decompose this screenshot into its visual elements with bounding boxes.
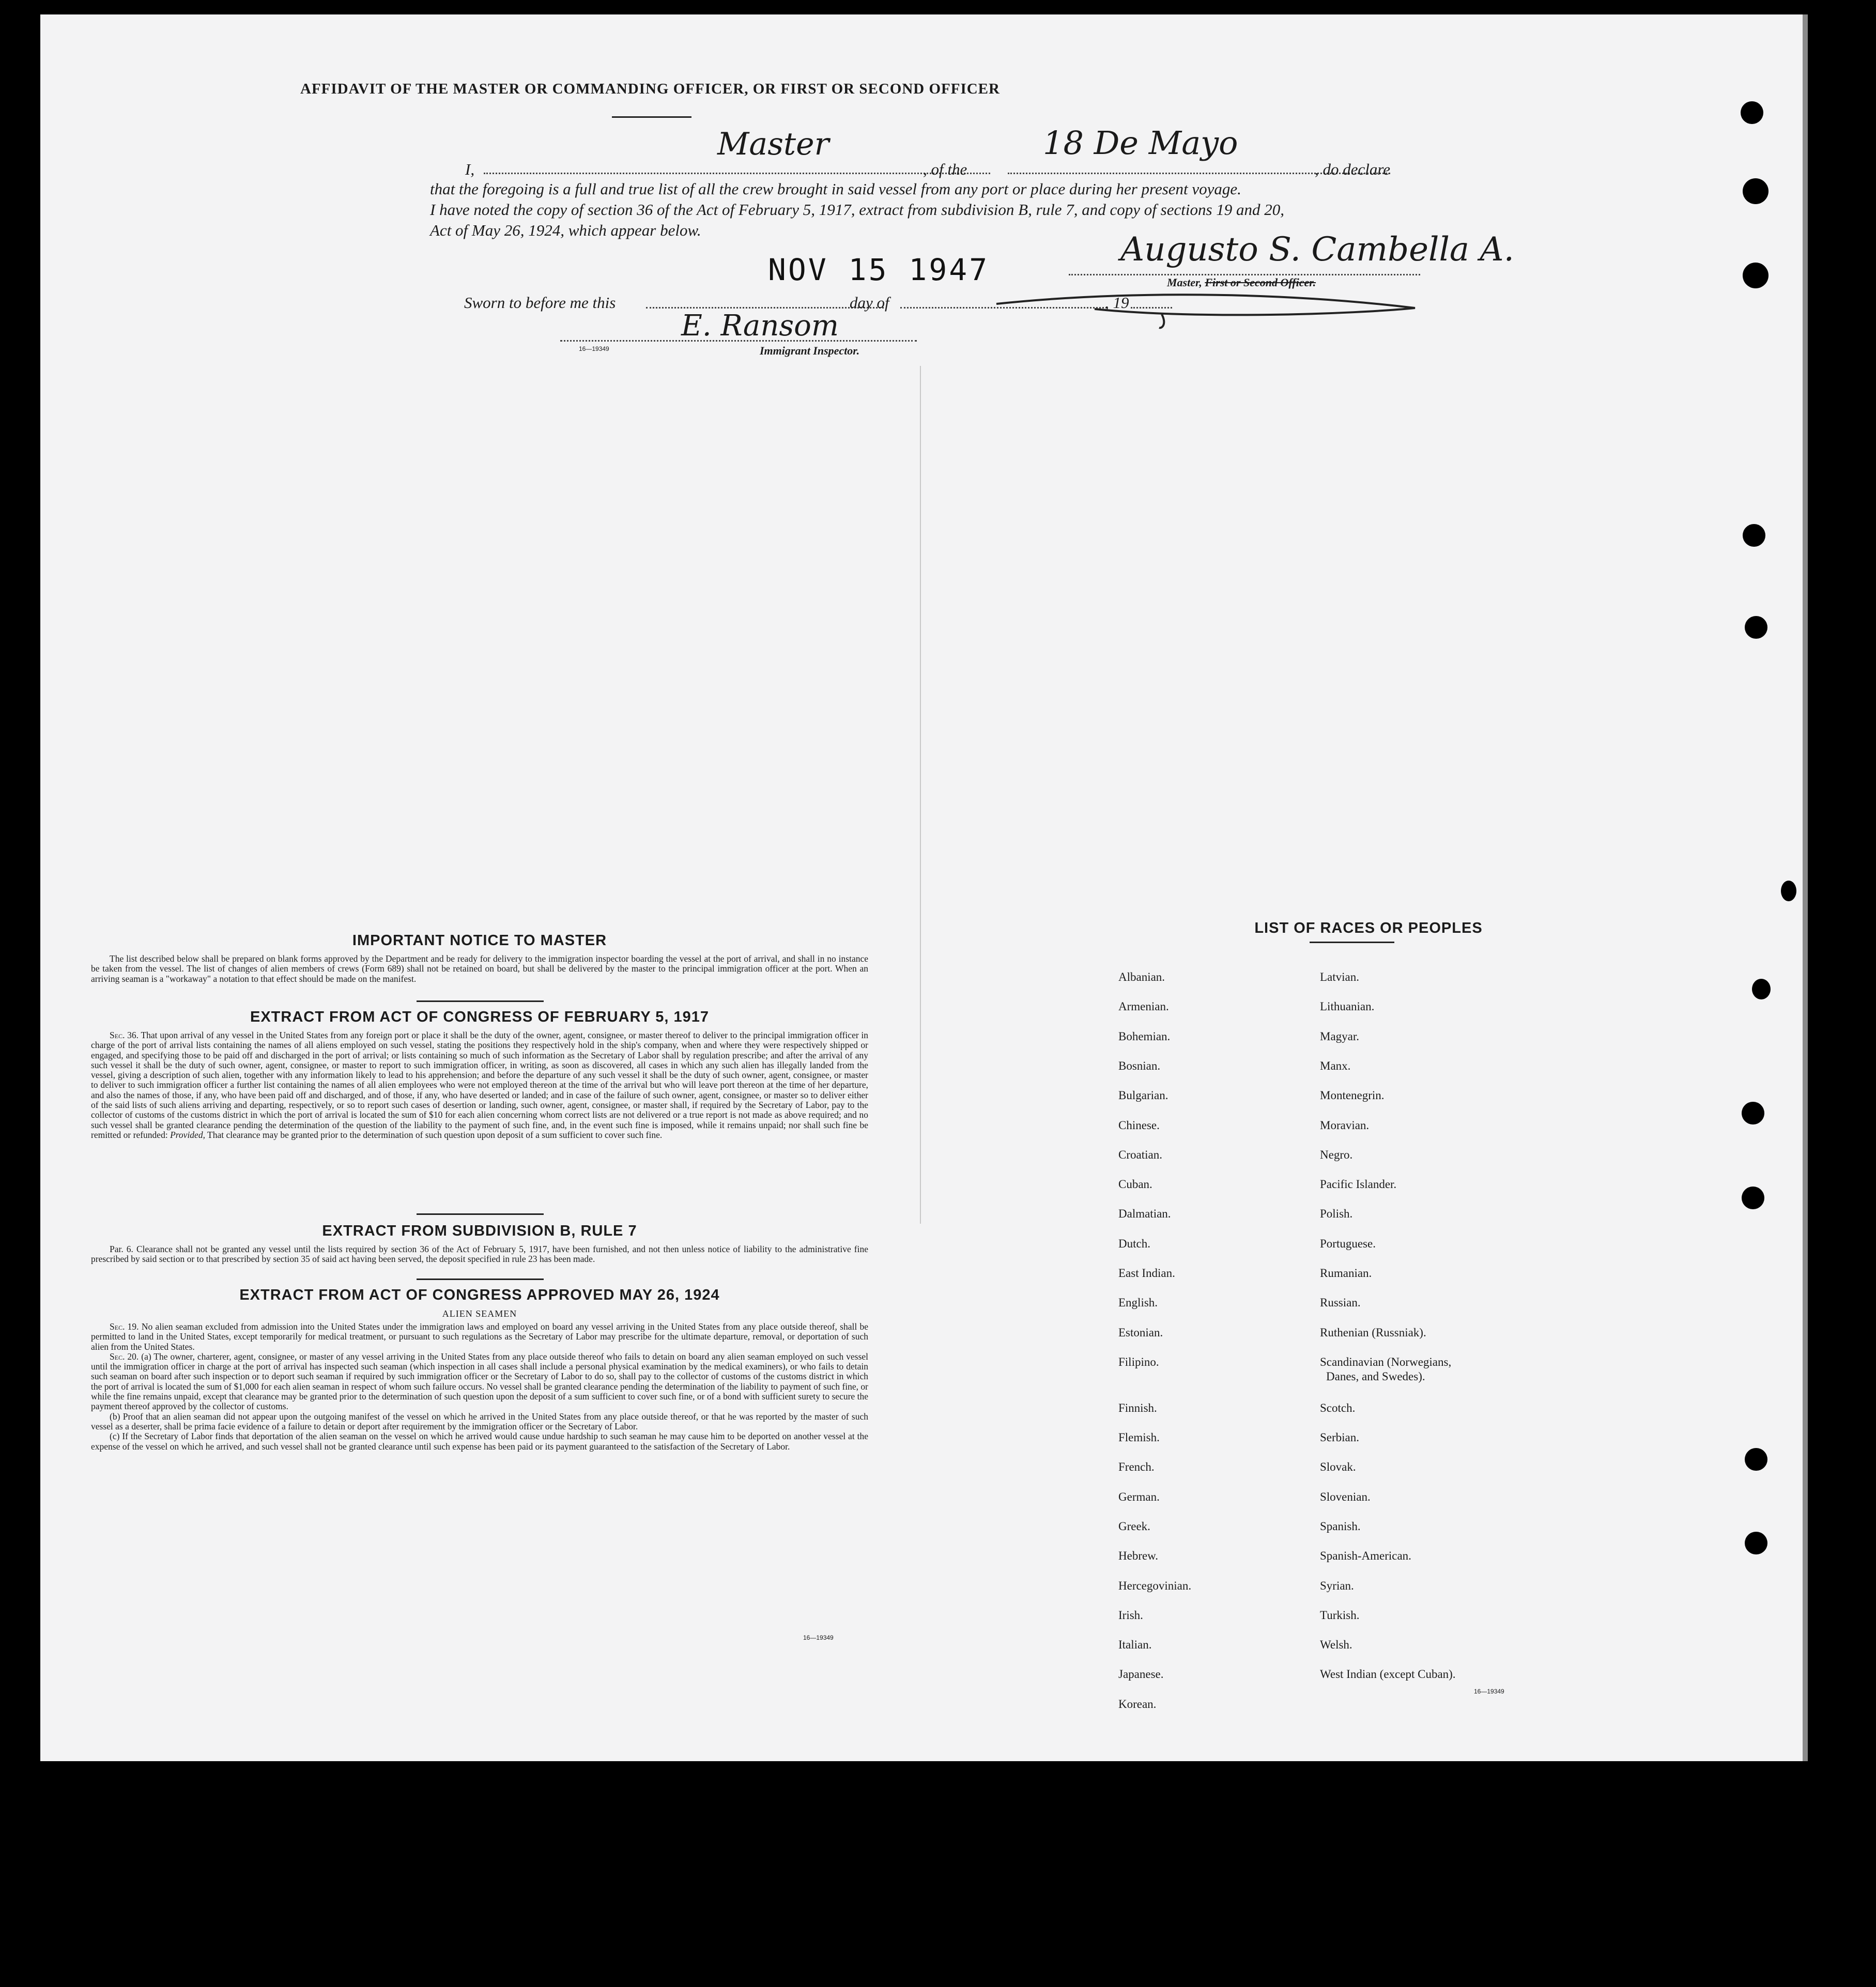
affidavit-line-2: that the foregoing is a full and true list of all the crew brought in said vessel from any port or place during her present voyage. bbox=[430, 180, 1241, 198]
race-item: Slovenian. bbox=[1320, 1490, 1371, 1503]
sworn-day-line bbox=[646, 307, 884, 309]
punch-hole bbox=[1742, 1187, 1764, 1209]
race-item: Lithuanian. bbox=[1320, 1000, 1375, 1013]
race-item: Finnish. bbox=[1118, 1401, 1157, 1414]
punch-hole bbox=[1743, 524, 1765, 547]
inspector-signature: E. Ransom bbox=[681, 309, 839, 343]
race-item: Welsh. bbox=[1320, 1638, 1352, 1652]
races-form-number: 16—19349 bbox=[1474, 1688, 1504, 1695]
sec-19-text: No alien seaman excluded from admission into the United States under the immigration laws and employed on board any vessel arriving in the United States from any place outside thereof, shall be permitted to land in the United States, except temporarily for medical treatment, or pursuant to such regulations as the Secretary of Labor may prescribe for the ultimate departure, removal, or deportation of such alien from the United States. bbox=[91, 1321, 868, 1352]
notice-body bbox=[91, 954, 868, 984]
signature-caption-struck: First or Second Officer. bbox=[1205, 276, 1316, 289]
punch-hole bbox=[1745, 1532, 1767, 1554]
race-item: Bulgarian. bbox=[1118, 1089, 1168, 1102]
sheet-edge bbox=[1803, 14, 1808, 1761]
punch-hole bbox=[1743, 263, 1769, 288]
race-item: Dutch. bbox=[1118, 1237, 1150, 1250]
notice-body-text: The list described below shall be prepared on blank forms approved by the Department and be ready for delivery to the immigration inspector boarding the vessel at the port of arrival, and shall in no instance be taken from the vessel. The list of changes of alien members of crews (Form 689) shall not be retained on board, but shall be delivered by the master to the principal immigration officer at the port. When an arriving seaman is a "workaway" a notation to that effect should be made on the manifest. bbox=[91, 953, 868, 984]
race-item: Albanian. bbox=[1118, 971, 1165, 983]
affidavit-of-the-label: , of the bbox=[923, 160, 967, 178]
race-item: Latvian. bbox=[1320, 971, 1359, 983]
affidavit-do-declare: , do declare bbox=[1315, 160, 1391, 178]
signature-flourish bbox=[991, 283, 1425, 330]
sworn-month-line bbox=[900, 307, 1107, 309]
race-item: Italian. bbox=[1118, 1638, 1152, 1652]
race-item: Syrian. bbox=[1320, 1579, 1354, 1592]
race-item: Turkish. bbox=[1320, 1608, 1360, 1622]
race-item: Korean. bbox=[1118, 1697, 1157, 1711]
inspector-caption: Immigrant Inspector. bbox=[760, 344, 860, 357]
race-item: Estonian. bbox=[1118, 1326, 1163, 1339]
handwritten-rank: Master bbox=[717, 126, 829, 162]
race-item: Negro. bbox=[1320, 1148, 1353, 1161]
race-item: Montenegrin. bbox=[1320, 1089, 1385, 1102]
race-item: Hebrew. bbox=[1118, 1549, 1159, 1563]
day-of-label: day of bbox=[850, 294, 889, 312]
race-item: Bosnian. bbox=[1118, 1059, 1161, 1072]
race-item: West Indian (except Cuban). bbox=[1320, 1668, 1456, 1681]
sec-20-label: Sec. 20. bbox=[110, 1351, 139, 1362]
extract-rule7-title: EXTRACT FROM SUBDIVISION B, RULE 7 bbox=[322, 1223, 637, 1239]
sec-19-label: Sec. 19. bbox=[110, 1321, 139, 1332]
alien-seamen-subtitle: ALIEN SEAMEN bbox=[442, 1308, 517, 1319]
race-item: Japanese. bbox=[1118, 1668, 1164, 1681]
title-rule bbox=[612, 116, 691, 118]
race-item: Croatian. bbox=[1118, 1148, 1162, 1161]
affidavit-form-number: 16—19349 bbox=[579, 345, 609, 352]
race-item: Serbian. bbox=[1320, 1431, 1360, 1444]
race-item: Danes, and Swedes). bbox=[1326, 1369, 1425, 1383]
affidavit-line-4: Act of May 26, 1924, which appear below. bbox=[430, 221, 701, 239]
race-item: Magyar. bbox=[1320, 1029, 1360, 1043]
punch-hole bbox=[1742, 1102, 1764, 1125]
race-item: Russian. bbox=[1320, 1296, 1361, 1310]
punch-hole bbox=[1741, 101, 1763, 124]
race-item: Cuban. bbox=[1118, 1178, 1152, 1191]
affidavit-title: AFFIDAVIT OF THE MASTER OR COMMANDING OFFICER, OR FIRST OR SECOND OFFICER bbox=[300, 81, 1000, 97]
sec-36-tail: That clearance may be granted prior to the determination of such question upon deposit of a sum sufficient to cover such fine. bbox=[207, 1129, 663, 1140]
extract-rule7-text: Par. 6. Clearance shall not be granted any vessel until the lists required by section 36 of the Act of February 5, 1917, have been furnished, and not then unless notice of liability to the administrative fine prescribed by said section or to that prescribed by section 35 of said act having been served, the deposit specified in rule 23 has been made. bbox=[91, 1244, 868, 1265]
date-stamp: NOV 15 1947 bbox=[768, 252, 990, 287]
punch-hole bbox=[1743, 178, 1769, 204]
inspector-line bbox=[560, 340, 917, 342]
race-item: Bohemian. bbox=[1118, 1029, 1171, 1043]
race-item: Polish. bbox=[1320, 1207, 1353, 1221]
rank-fill-line bbox=[484, 173, 990, 174]
punch-hole bbox=[1752, 979, 1771, 999]
affidavit-i-label: I, bbox=[465, 160, 475, 178]
handwritten-vessel: 18 De Mayo bbox=[1043, 124, 1238, 162]
race-item: Scandinavian (Norwegians, bbox=[1320, 1355, 1452, 1368]
race-item: Spanish. bbox=[1320, 1519, 1361, 1533]
race-item: Slovak. bbox=[1320, 1460, 1356, 1474]
race-item: Ruthenian (Russniak). bbox=[1320, 1326, 1426, 1339]
race-item: French. bbox=[1118, 1460, 1155, 1474]
race-item: East Indian. bbox=[1118, 1267, 1175, 1280]
punch-hole bbox=[1745, 1448, 1767, 1471]
race-item: Pacific Islander. bbox=[1320, 1178, 1397, 1191]
race-item: German. bbox=[1118, 1490, 1160, 1503]
provided-word: Provided, bbox=[170, 1129, 205, 1140]
extract-1924-title: EXTRACT FROM ACT OF CONGRESS APPROVED MAY 26, 1924 bbox=[239, 1287, 720, 1303]
sec-20b-text: (b) Proof that an alien seaman did not appear upon the outgoing manifest of the vessel on which he arrived in the United States from any place outside thereof, or that he was reported by the master of such vessel as a deserter, shall be prima facie evidence of a failure to detain or deport after requirement by the immigration officer or the Secretary of Labor. bbox=[91, 1411, 868, 1431]
center-fold bbox=[920, 366, 921, 1224]
extract-1917-title: EXTRACT FROM ACT OF CONGRESS OF FEBRUARY 5, 1917 bbox=[250, 1009, 710, 1025]
notice-title: IMPORTANT NOTICE TO MASTER bbox=[352, 932, 607, 949]
race-item: Armenian. bbox=[1118, 1000, 1169, 1013]
affidavit-line-3: I have noted the copy of section 36 of the Act of February 5, 1917, extract from subdivision B, rule 7, and copy of sections 19 and 20, bbox=[430, 201, 1285, 219]
race-item: Scotch. bbox=[1320, 1401, 1356, 1414]
sworn-year-line bbox=[1131, 307, 1172, 309]
extract-1924-body bbox=[91, 1322, 868, 1452]
race-item: Dalmatian. bbox=[1118, 1207, 1171, 1221]
race-item: Spanish-American. bbox=[1320, 1549, 1411, 1563]
race-item: Rumanian. bbox=[1320, 1267, 1372, 1280]
race-item: Greek. bbox=[1118, 1519, 1150, 1533]
race-item: Flemish. bbox=[1118, 1431, 1160, 1444]
extract-rule7-body bbox=[91, 1244, 868, 1265]
race-item: Moravian. bbox=[1320, 1118, 1370, 1132]
signature-caption-prefix: Master, bbox=[1167, 276, 1205, 289]
sworn-label: Sworn to before me this bbox=[464, 294, 616, 312]
sec-20c-text: (c) If the Secretary of Labor finds that deportation of the alien seaman on the vessel on which he arrived would cause undue hardship to such seaman he may cause him to be deported on another vessel at the expense of the vessel on which he arrived, and such vessel shall not be granted clearance until such expense has been paid or its payment guaranteed to the satisfaction of the Secretary of Labor. bbox=[91, 1431, 868, 1452]
race-item: Filipino. bbox=[1118, 1355, 1159, 1368]
race-item: Irish. bbox=[1118, 1608, 1143, 1622]
race-item: Portuguese. bbox=[1320, 1237, 1376, 1250]
extract-1917-rule bbox=[417, 1213, 544, 1215]
races-rule bbox=[1310, 942, 1394, 943]
extract-rule7-rule bbox=[417, 1279, 544, 1280]
notice-rule bbox=[417, 1000, 544, 1002]
race-item: Manx. bbox=[1320, 1059, 1351, 1072]
race-item: Hercegovinian. bbox=[1118, 1579, 1192, 1592]
race-item: English. bbox=[1118, 1296, 1158, 1310]
year-label: , 19 bbox=[1105, 294, 1129, 312]
extract-1917-body bbox=[91, 1030, 868, 1140]
sec-36-text: That upon arrival of any vessel in the United States from any foreign port or place it shall be the duty of the owner, agent, consignee, or master thereof to deliver to the principal immigration officer in charge of the port of arrival lists containing the names of all aliens employed on such vessel, stating the positions they respectively hold in the ship's company, when and where they were respectively shipped or engaged, and specifying those to be paid off and discharged in the port of arrival; or lists containing so much of such information as the Secretary of Labor shall by regulation prescribe; and after the arrival of any such vessel it shall be the duty of such owner, agent, consignee, or master to report to such immigration officer, in writing, as soon as discovered, all cases in which any such alien has illegally landed from the vessel, giving a description of such alien, together with any information likely to lead to his apprehension; and before the departure of any such vessel it shall be the duty of such owner, agent, consignee, or master to deliver to such immigration officer a further list containing the names of all alien employees who were not employed thereon at the time of the arrival but who will leave port thereon at the time of her departure, and also the names of those, if any, who have been paid off and discharged, and of those, if any, who have deserted or landed; and in case of the failure of such owner, agent, consignee, or master so to deliver either of the said lists of such aliens arriving and departing, respectively, or so to report such cases of desertion or landing, such owner, agent, consignee, or master shall, if required by the Secretary of Labor, pay to the collector of customs of the customs district in which the port of arrival is located the sum of $10 for each alien concerning whom correct lists are not delivered or a true report is not made as above required; and no such vessel shall be granted clearance pending the determination of the question of the liability to the payment of such fine, and, in the event such fine is imposed, while it remains unpaid; nor shall such fine be remitted or refunded: bbox=[91, 1030, 868, 1140]
punch-hole bbox=[1745, 616, 1767, 639]
sec-36-label: Sec. 36. bbox=[110, 1030, 139, 1040]
notice-form-number: 16—19349 bbox=[803, 1634, 834, 1641]
races-title: LIST OF RACES OR PEOPLES bbox=[1254, 920, 1483, 936]
punch-hole bbox=[1781, 881, 1796, 901]
signature-line bbox=[1069, 274, 1420, 275]
sec-20a-text: (a) The owner, charterer, agent, consignee, or master of any vessel arriving in the United States from any place outside thereof who fails to detain on board any alien seaman employed on such vessel until the immigration officer in charge at the port of arrival has inspected such seaman (which inspection in all cases shall include a personal physical examination by the medical examiners), or who fails to detain such seaman on board after such inspection or to deport such seaman if required by such immigration officer or the Secretary of Labor to do so, shall pay to the collector of customs of the customs district in which the port of arrival is located the sum of $1,000 for each alien seaman in respect of whom such failure occurs. No vessel shall be granted clearance pending the determination of the liability to payment of such fine, or while the fine remains unpaid, except that clearance may be granted prior to the determination of such question upon the deposit of a sum sufficient to cover such fine, or of a bond with sufficient surety to secure the payment thereof approved by the collector of customs. bbox=[91, 1351, 869, 1412]
master-signature: Augusto S. Cambella A. bbox=[1120, 230, 1514, 269]
document-sheet bbox=[40, 14, 1803, 1761]
race-item: Chinese. bbox=[1118, 1118, 1160, 1132]
